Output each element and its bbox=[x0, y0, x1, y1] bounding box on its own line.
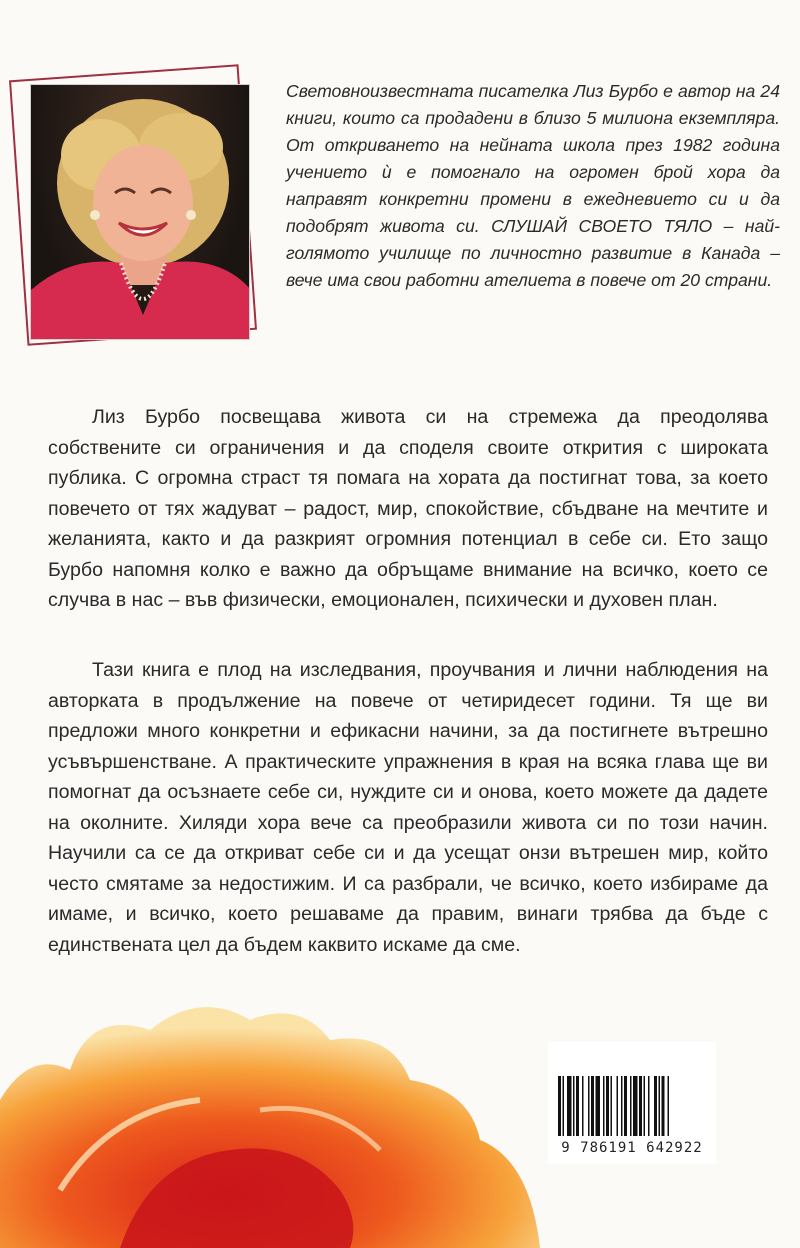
description-paragraph-2: Тази книга е плод на изследвания, проучвания и лични наблюдения на авторката в продължение на повече от четиридесет години. Тя ще ви предложи много конкретни и ефикасни начини, за да постигнете вътрешно усъвършенстване. А практическите упражнения в края на всяка глава ще ви помогнат да осъзнаете себе си, нуждите си и онова, което можете да дадете на околните. Хиляди хора вече са преобразили живота си по този начин. Научили са се да откриват себе си и да усещат онзи вътрешен мир, който често смятаме за недостижим. И са разбрали, че всичко, което избираме да имаме, и всичко, което решаваме да правим, винаги трябва да бъде с единствената цел да бъдем каквито искаме да сме. bbox=[48, 659, 768, 956]
barcode-bar bbox=[603, 1076, 605, 1136]
isbn-barcode bbox=[548, 1042, 716, 1164]
author-photo bbox=[30, 84, 250, 340]
barcode-bar bbox=[644, 1076, 646, 1136]
author-portrait-icon bbox=[31, 85, 250, 340]
barcode-bar bbox=[596, 1076, 601, 1136]
barcode-bar bbox=[624, 1076, 627, 1136]
description-paragraph-1: Лиз Бурбо посвещава живота си на стремежа да преодолява собствените си ограничения и да споделя своите открития с широката публика. С огромна страст тя помага на хората да постигнат това, за което повечето от тях жадуват – радост, мир, спокойствие, сбъдване на мечтите и желанията, както и да разкрият огромния потенциал в себе си. Ето защо Бурбо напомня колко е важно да обръщаме внимание на всичко, което се случва в нас – във физически, емоционален, психически и духовен план. bbox=[48, 406, 768, 611]
barcode-bar bbox=[639, 1076, 642, 1136]
author-intro: Световноизвестната писателка Лиз Бурбо е автор на 24 книги, които са продадени в близо 5 милиона екземпляра. От откриването на нейната школа през 1982 година учението ѝ е помогнало на огромен брой хора да направят конкретни промени в ежедневието си и да подобрят живота си. СЛУШАЙ СВОЕТО ТЯЛО – най-голямото училище по личностно развитие в Канада – вече има свои работни ателиета в повече от 20 страни. bbox=[286, 81, 780, 290]
barcode-bar bbox=[582, 1076, 584, 1136]
barcode-bar bbox=[648, 1076, 650, 1136]
barcode-bar bbox=[633, 1076, 638, 1136]
barcode-bar bbox=[668, 1076, 670, 1136]
barcode-icon bbox=[548, 1042, 716, 1138]
barcode-bar bbox=[611, 1076, 613, 1136]
barcode-bar bbox=[654, 1076, 657, 1136]
barcode-bar bbox=[558, 1076, 561, 1136]
barcode-bar bbox=[588, 1076, 590, 1136]
barcode-bar bbox=[659, 1076, 661, 1136]
barcode-bar bbox=[662, 1076, 665, 1136]
barcode-bar bbox=[621, 1076, 623, 1136]
barcode-bar bbox=[591, 1076, 594, 1136]
flower-decoration-icon bbox=[0, 990, 560, 1248]
barcode-bar bbox=[573, 1076, 575, 1136]
barcode-bar bbox=[617, 1076, 619, 1136]
barcode-bar bbox=[567, 1076, 572, 1136]
barcode-bar bbox=[606, 1076, 609, 1136]
barcode-bar bbox=[630, 1076, 632, 1136]
isbn-number: 9 786191 642922 bbox=[561, 1140, 703, 1156]
barcode-bar bbox=[563, 1076, 565, 1136]
barcode-bar bbox=[576, 1076, 579, 1136]
